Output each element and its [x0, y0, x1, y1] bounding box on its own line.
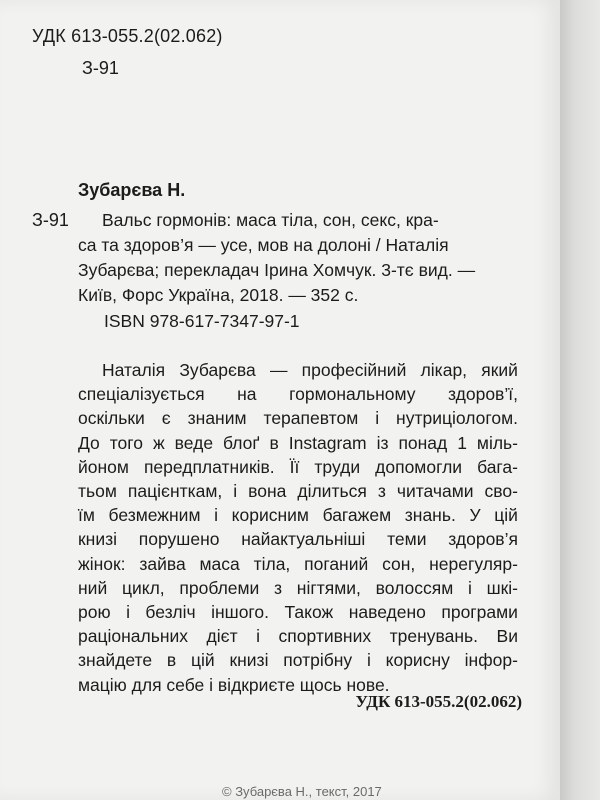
annotation-word: наведено [348, 602, 426, 623]
annotation-word: цій [190, 650, 215, 671]
annotation-word: іншого. [211, 602, 270, 623]
annotation-word: труди [314, 456, 361, 477]
annotation-word: і [126, 602, 130, 623]
annotation-word: читачами [396, 481, 474, 502]
annotation-word: в [166, 650, 177, 671]
annotation-word: порушено [138, 529, 220, 550]
annotation-word: на [237, 384, 257, 405]
copyright-line: © Зубарєва Н., текст, 2017 [222, 784, 382, 799]
annotation-word: допомогли [375, 456, 463, 477]
annotation-word: і [233, 481, 238, 502]
annotation-word: нігтями, [296, 577, 361, 598]
annotation-word: — [269, 360, 288, 380]
annotation-word: корисну [385, 650, 450, 671]
annotation-word: вона [248, 481, 287, 502]
annotation-word: тренувань. [389, 626, 478, 647]
annotation-word: ний [78, 577, 108, 598]
annotation-word: спеціалізується [78, 384, 205, 405]
udk-footer: УДК 613-055.2(02.062) [355, 692, 522, 711]
annotation-word: і [366, 650, 371, 671]
annotation-word: дієт [206, 626, 238, 647]
annotation-word: безмежним [108, 505, 201, 526]
annotation-word: і [256, 626, 260, 647]
annotation-word: інфор- [464, 650, 518, 671]
annotation-word: міль- [476, 432, 518, 453]
annotation-word: сво- [484, 481, 518, 502]
annotation-word: книзі [78, 529, 118, 550]
annotation-word: йоном [78, 456, 129, 477]
annotation-word: з [377, 481, 386, 502]
annotation-word: лікар, [420, 360, 468, 380]
annotation-word: і [375, 408, 380, 429]
annotation-word: знань. [404, 505, 456, 526]
annotation-word: Її [289, 456, 300, 477]
annotation-word: і [214, 505, 218, 526]
annotation-line [78, 382, 518, 406]
isbn: ISBN 978-617-7347-97-1 [104, 311, 300, 331]
annotation-word: пацієнткам, [127, 481, 223, 502]
annotation-word: волоссям [375, 577, 454, 598]
annotation-word: жінок: [78, 553, 126, 574]
annotation-word: найактуальніші [241, 529, 366, 550]
annotation-word: того [109, 432, 144, 453]
annotation-word: книзі [229, 650, 269, 671]
annotation-word: терапевтом [263, 408, 359, 429]
annotation-word: передплатників. [143, 456, 275, 477]
annotation-word: Ви [496, 626, 518, 647]
annotation-line [78, 455, 518, 479]
annotation-word: який [481, 360, 518, 380]
annotation-word: є [161, 408, 171, 429]
annotation-word: цій [494, 505, 518, 526]
annotation-word: програми [441, 602, 518, 623]
annotation-word: цикл, [121, 577, 165, 598]
annotation-word: До [78, 432, 100, 453]
annotation-word: безліч [145, 602, 196, 623]
biblio-line: Київ, Форс Україна, 2018. — 352 с. [78, 285, 359, 305]
annotation-line [78, 479, 518, 503]
annotation-word: У [469, 505, 481, 526]
classification-header: З-91 [82, 58, 119, 78]
annotation-line [78, 358, 518, 382]
annotation-line [78, 503, 518, 527]
annotation-word: нерегуляр- [429, 553, 518, 574]
annotation-word: тьом [78, 481, 117, 502]
annotation-word: 1 [457, 432, 467, 453]
annotation-word: нутриціологом. [396, 408, 518, 429]
udk-header: УДК 613-055.2(02.062) [32, 26, 223, 46]
annotation-line [78, 576, 518, 600]
annotation-word: багажем [322, 505, 392, 526]
biblio-line: са та здоров’я — усе, мов на долоні / Наталія [78, 235, 449, 255]
annotation [78, 358, 518, 697]
annotation-word: потрібну [283, 650, 353, 671]
annotation-word: знайдете [78, 650, 153, 671]
annotation-line [78, 527, 518, 551]
annotation-word: оскільки [78, 408, 145, 429]
annotation-word: професійний [301, 360, 407, 380]
annotation-word: бага- [477, 456, 518, 477]
bibliographic-description [78, 208, 518, 308]
annotation-word: веде [174, 432, 214, 453]
annotation-word: маса [199, 553, 240, 574]
annotation-word: Наталія [102, 360, 166, 380]
annotation-line: мацію для себе і відкриєте щось нове. [78, 674, 390, 695]
annotation-word: Зубарєва [179, 360, 256, 380]
annotation-word: Також [284, 602, 334, 623]
annotation-word: ділиться [297, 481, 367, 502]
annotation-word: знаним [187, 408, 247, 429]
annotation-word: здоров’я [448, 529, 518, 550]
annotation-line [78, 552, 518, 576]
annotation-word: сон, [382, 553, 416, 574]
annotation-word: корисним [231, 505, 309, 526]
annotation-word: в [269, 432, 279, 453]
annotation-word: раціональних [78, 626, 189, 647]
annotation-word: тіла, [253, 553, 291, 574]
annotation-word: зайва [139, 553, 186, 574]
annotation-line [78, 648, 518, 672]
annotation-word: ж [152, 432, 165, 453]
annotation-word: Instagram [288, 432, 367, 453]
author-name: Зубарєва Н. [78, 180, 186, 200]
annotation-word: їм [78, 505, 95, 526]
annotation-word: здоров’ї, [448, 384, 518, 405]
annotation-word: з [274, 577, 283, 598]
annotation-line [78, 406, 518, 430]
annotation-word: понад [398, 432, 448, 453]
annotation-word: спортивних [278, 626, 372, 647]
annotation-line [78, 600, 518, 624]
biblio-line: Зубарєва; перекладач Ірина Хомчук. 3-тє вид. — [78, 260, 476, 280]
annotation-line [78, 431, 518, 455]
annotation-word: рою [78, 602, 111, 623]
biblio-line: Вальс гормонів: маса тіла, сон, секс, кра- [102, 210, 439, 230]
annotation-word: теми [387, 529, 427, 550]
classification-side: З-91 [32, 210, 69, 230]
annotation-word: шкі- [486, 577, 518, 598]
page-edge [560, 0, 600, 800]
annotation-word: проблеми [179, 577, 260, 598]
annotation-word: із [376, 432, 389, 453]
annotation-line [78, 624, 518, 648]
annotation-word: гормональному [289, 384, 416, 405]
annotation-word: блоґ [223, 432, 260, 453]
annotation-word: і [467, 577, 472, 598]
annotation-word: поганий [304, 553, 369, 574]
